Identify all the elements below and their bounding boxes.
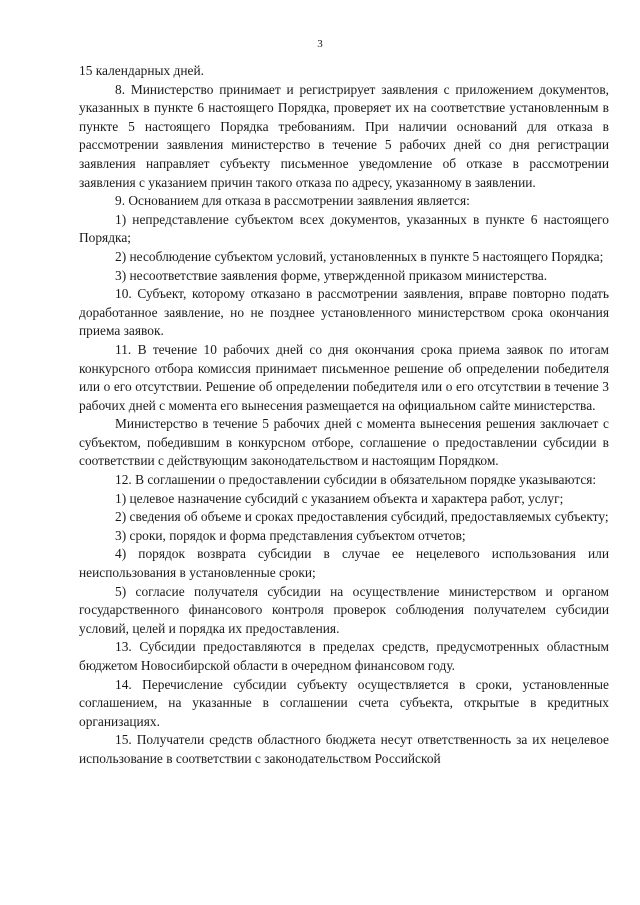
paragraph-item-10: 10. Субъект, которому отказано в рассмотрении заявления, вправе повторно подать доработанное заявление, но не позднее установленного министерством срока окончания приема заявок. (79, 286, 609, 339)
paragraph-item-12-2: 2) сведения об объеме и сроках предоставления субсидий, предоставляемых субъекту; (115, 509, 609, 525)
paragraph-item-12-4: 4) порядок возврата субсидии в случае ее нецелевого использования или неиспользования в установленные сроки; (79, 546, 609, 581)
page-number: 3 (317, 38, 323, 50)
document-body (79, 62, 609, 769)
paragraph-continuation: 15 календарных дней. (79, 63, 204, 78)
paragraph-item-12-3: 3) сроки, порядок и форма представления субъектом отчетов; (115, 527, 466, 543)
paragraph-item-8: 8. Министерство принимает и регистрирует заявления с приложением документов, указанных в пункте 6 настоящего Порядка, проверяет их на соответствие установленным в пункте 5 настоящего Порядка требованиям. При наличии оснований для отказа в рассмотрении заявления министерство в течение 5 рабочих дней со дня регистрации заявления направляет субъекту письменное уведомление об отказе в рассмотрении заявления с указанием причин такого отказа по адресу, указанному в заявлении. (79, 81, 609, 190)
paragraph-item-12-5: 5) согласие получателя субсидии на осуществление министерством и органом государственного финансового контроля проверок соблюдения получателем субсидии условий, целей и порядка их предоставления. (79, 583, 609, 636)
paragraph-item-9-2: 2) несоблюдение субъектом условий, установленных в пункте 5 настоящего Порядка; (115, 248, 604, 264)
paragraph-item-12: 12. В соглашении о предоставлении субсидии в обязательном порядке указываются: (115, 472, 597, 488)
paragraph-item-15: 15. Получатели средств областного бюджета несут ответственность за их нецелевое использование в соответствии с законодательством Российской (79, 732, 609, 766)
paragraph-item-12-1: 1) целевое назначение субсидий с указанием объекта и характера работ, услуг; (115, 490, 564, 506)
paragraph-item-14: 14. Перечисление субсидии субъекту осуществляется в сроки, установленные соглашением, на указанные в соглашении счета субъекта, открытые в кредитных организациях. (79, 676, 609, 729)
paragraph-item-13: 13. Субсидии предоставляются в пределах средств, предусмотренных областным бюджетом Новосибирской области в очередном финансовом году. (79, 639, 609, 673)
paragraph-item-9-1: 1) непредставление субъектом всех документов, указанных в пункте 6 настоящего Порядка; (79, 211, 609, 246)
paragraph-item-9: 9. Основанием для отказа в рассмотрении заявления является: (115, 193, 470, 209)
paragraph-item-9-3: 3) несоответствие заявления форме, утвержденной приказом министерства. (115, 267, 548, 283)
paragraph-item-11: 11. В течение 10 рабочих дней со дня окончания срока приема заявок по итогам конкурсного отбора комиссия принимает письменное решение об определении победителя или о его отсутствии. Решение об определении победителя или о его отсутствии в течение 3 рабочих дней с момента его вынесения размещается на официальном сайте министерства. (79, 341, 609, 413)
paragraph-item-11-cont: Министерство в течение 5 рабочих дней с момента вынесения решения заключает с субъектом, победившим в конкурсном отборе, соглашение о предоставлении субсидии в соответствии с действующим законодательством и настоящим Порядком. (79, 416, 609, 469)
